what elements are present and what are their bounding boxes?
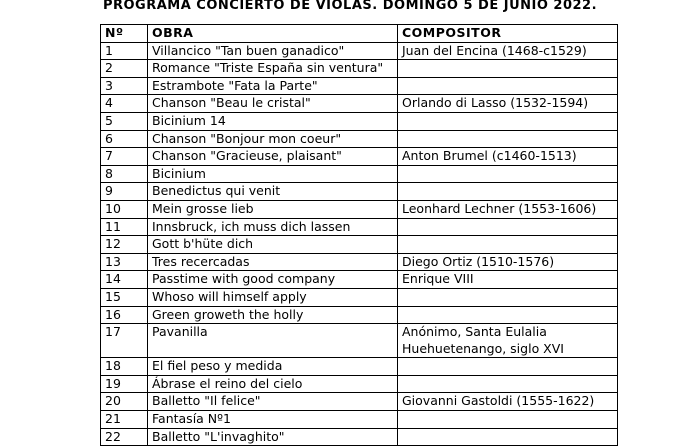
cell-num: 11	[101, 218, 148, 236]
cell-work: Balletto "Il felice"	[148, 393, 398, 411]
cell-num: 3	[101, 77, 148, 95]
cell-num: 19	[101, 375, 148, 393]
table-row	[101, 95, 618, 113]
cell-num: 14	[101, 271, 148, 289]
cell-num: 17	[101, 324, 148, 358]
cell-composer	[398, 375, 618, 393]
cell-work: Bicinium	[148, 165, 398, 183]
table-row	[101, 288, 618, 306]
cell-composer	[398, 411, 618, 429]
table-row	[101, 271, 618, 289]
cell-work: Villancico "Tan buen ganadico"	[148, 42, 398, 60]
cell-num: 12	[101, 236, 148, 254]
table-row	[101, 218, 618, 236]
cell-work: Bicinium 14	[148, 112, 398, 130]
cell-composer	[398, 183, 618, 201]
table-row	[101, 77, 618, 95]
cell-num: 8	[101, 165, 148, 183]
cell-work: Pavanilla	[148, 324, 398, 358]
table-header-row	[101, 25, 618, 43]
cell-num: 16	[101, 306, 148, 324]
cell-num: 20	[101, 393, 148, 411]
cell-composer: Anónimo, Santa Eulalia Huehuetenango, siglo XVI	[398, 324, 618, 358]
table-row	[101, 375, 618, 393]
cell-work: Chanson "Beau le cristal"	[148, 95, 398, 113]
cell-work: Ábrase el reino del cielo	[148, 375, 398, 393]
cell-num: 13	[101, 253, 148, 271]
cell-work: Tres recercadas	[148, 253, 398, 271]
table-row	[101, 148, 618, 166]
cell-num: 6	[101, 130, 148, 148]
table-row	[101, 428, 618, 446]
table-row	[101, 200, 618, 218]
cell-composer	[398, 77, 618, 95]
table-row	[101, 130, 618, 148]
table-row	[101, 411, 618, 429]
cell-composer	[398, 236, 618, 254]
table-row	[101, 253, 618, 271]
cell-composer	[398, 218, 618, 236]
cell-composer: Orlando di Lasso (1532-1594)	[398, 95, 618, 113]
cell-num: 9	[101, 183, 148, 201]
cell-num: 5	[101, 112, 148, 130]
program-table	[100, 24, 618, 446]
cell-work: Passtime with good company	[148, 271, 398, 289]
cell-work: Chanson "Gracieuse, plaisant"	[148, 148, 398, 166]
table-row	[101, 60, 618, 78]
cell-work: Whoso will himself apply	[148, 288, 398, 306]
cell-num: 2	[101, 60, 148, 78]
cell-composer: Giovanni Gastoldi (1555-1622)	[398, 393, 618, 411]
page-title: PROGRAMA CONCIERTO DE VIOLAS. DOMINGO 5 DE JUNIO 2022.	[102, 0, 598, 13]
cell-composer	[398, 428, 618, 446]
cell-composer	[398, 130, 618, 148]
table-row	[101, 42, 618, 60]
table-row	[101, 165, 618, 183]
cell-num: 4	[101, 95, 148, 113]
table-row	[101, 112, 618, 130]
cell-num: 21	[101, 411, 148, 429]
cell-work: Innsbruck, ich muss dich lassen	[148, 218, 398, 236]
header-composer: COMPOSITOR	[398, 25, 618, 43]
cell-num: 15	[101, 288, 148, 306]
cell-composer: Leonhard Lechner (1553-1606)	[398, 200, 618, 218]
cell-composer	[398, 165, 618, 183]
cell-composer: Juan del Encina (1468-c1529)	[398, 42, 618, 60]
cell-composer	[398, 288, 618, 306]
header-work: OBRA	[148, 25, 398, 43]
table-row	[101, 306, 618, 324]
cell-composer: Anton Brumel (c1460-1513)	[398, 148, 618, 166]
cell-composer	[398, 306, 618, 324]
cell-work: Estrambote "Fata la Parte"	[148, 77, 398, 95]
cell-num: 22	[101, 428, 148, 446]
cell-composer	[398, 60, 618, 78]
cell-work: Benedictus qui venit	[148, 183, 398, 201]
cell-composer	[398, 358, 618, 376]
cell-work: Chanson "Bonjour mon coeur"	[148, 130, 398, 148]
cell-num: 1	[101, 42, 148, 60]
cell-num: 10	[101, 200, 148, 218]
cell-composer: Enrique VIII	[398, 271, 618, 289]
table-row	[101, 393, 618, 411]
header-num: Nº	[101, 25, 148, 43]
table-row	[101, 183, 618, 201]
cell-work: Romance "Triste España sin ventura"	[148, 60, 398, 78]
cell-num: 7	[101, 148, 148, 166]
table-row	[101, 324, 618, 358]
cell-composer	[398, 112, 618, 130]
cell-composer: Diego Ortiz (1510-1576)	[398, 253, 618, 271]
cell-work: El fiel peso y medida	[148, 358, 398, 376]
cell-work: Gott b'hüte dich	[148, 236, 398, 254]
cell-work: Fantasía Nº1	[148, 411, 398, 429]
cell-work: Balletto "L'invaghito"	[148, 428, 398, 446]
table-row	[101, 236, 618, 254]
table-row	[101, 358, 618, 376]
cell-work: Green groweth the holly	[148, 306, 398, 324]
cell-work: Mein grosse lieb	[148, 200, 398, 218]
cell-num: 18	[101, 358, 148, 376]
